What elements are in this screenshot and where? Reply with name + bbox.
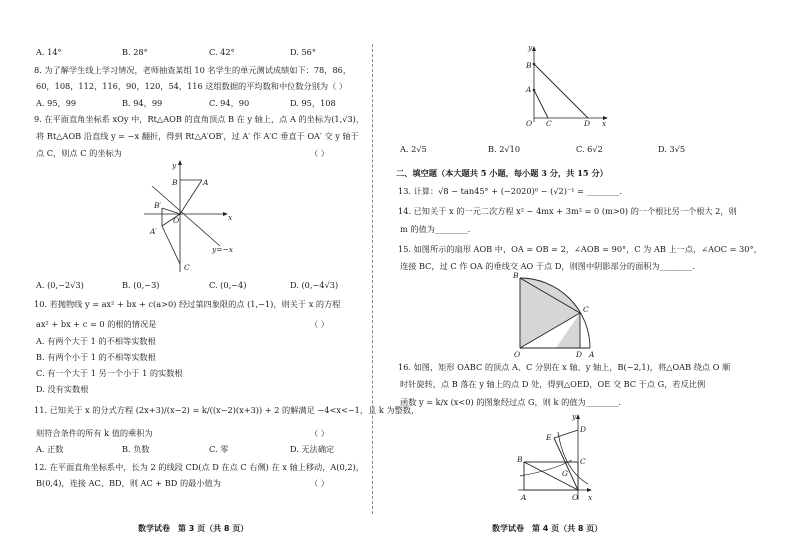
q13: 13. 计算：√8 − tan45° + (−2020)⁰ − (√2)⁻¹ = ________.	[398, 186, 622, 196]
q9-label-b: B	[172, 178, 178, 187]
q16-line-2: 时针旋转，点 B 落在 y 轴上的点 D 处，得到△OED，OE 交 BC 于点 G，若反比例	[400, 379, 706, 389]
q9-label-x: x	[228, 213, 233, 222]
q10-line-2: ax² + bx + c = 0 的根的情况是	[36, 319, 157, 329]
q7-option-b: B. 28°	[122, 47, 148, 57]
q10-line-1: 10. 若抛物线 y = ax² + bx + c(a>0) 经过第四象限的点 (1,−1)，则关于 x 的方程	[34, 299, 341, 309]
q15-label-a: A	[589, 350, 595, 359]
q9-line-1: 9. 在平面直角坐标系 xOy 中，Rt△AOB 的直角顶点 B 在 y 轴上，点 A 的坐标为(1,√3)，	[34, 114, 365, 124]
q9-label-c: C	[184, 263, 190, 272]
q16-label-a: A	[521, 493, 527, 502]
q7-option-c: C. 42°	[209, 47, 235, 57]
q8-line-2: 60，108，112，116，90，120，54，116 这组数据的平均数和中位数分别为（ ）	[36, 81, 348, 91]
q12-option-b: B. 2√10	[488, 144, 521, 154]
q12-option-d: D. 3√5	[658, 144, 686, 154]
q11-line-2: 则符合条件的所有 k 值的乘积为	[36, 428, 153, 438]
right-footer: 数学试卷 第 4 页（共 8 页）	[492, 524, 603, 533]
q15-label-o: O	[514, 350, 521, 359]
q9-line-2: 将 Rt△AOB 沿直线 y = −x 翻折，得到 Rt△A′OB′，过 A′ 作 A′C 垂直于 OA′ 交 y 轴于	[36, 131, 359, 141]
section-2-heading: 二、填空题（本大题共 5 小题，每小题 3 分，共 15 分）	[396, 168, 608, 178]
q11-option-a: A. 正数	[36, 444, 64, 454]
q14-line-2: m 的值为________.	[400, 224, 471, 234]
q12-label-x: x	[602, 119, 607, 126]
q12-label-c: C	[546, 119, 552, 126]
q12-label-b: B	[526, 61, 532, 70]
q15-line-1: 15. 如图所示的扇形 AOB 中，OA = OB = 2，∠AOB = 90°，C 为 AB 上一点，∠AOC = 30°，	[398, 244, 762, 254]
q12-option-a: A. 2√5	[400, 144, 427, 154]
q16-label-x: x	[588, 493, 593, 502]
q7-option-d: D. 56°	[290, 47, 316, 57]
q12-line-1: 12. 在平面直角坐标系中，长为 2 的线段 CD(点 D 在点 C 右侧) 在 x 轴上移动，A(0,2)，	[34, 462, 364, 472]
q9-option-a: A. (0,−2√3)	[36, 280, 84, 290]
q9-label-y: y	[172, 161, 177, 170]
q12-paren: （ ）	[310, 478, 329, 488]
left-footer: 数学试卷 第 3 页（共 8 页）	[138, 524, 249, 533]
q11-option-b: B. 负数	[122, 444, 150, 454]
q12-option-c: C. 6√2	[576, 144, 603, 154]
q11-paren: （ ）	[310, 428, 329, 438]
q15-line-2: 连接 BC，过 C 作 OA 的垂线交 AO 于点 D，则图中阴影部分的面积为________.	[400, 261, 695, 271]
q12-label-a: A	[526, 85, 532, 94]
q9-label-o: O	[173, 216, 180, 225]
q11-option-c: C. 零	[209, 444, 229, 454]
q16-label-b: B	[517, 455, 523, 464]
q12-label-d: D	[584, 119, 591, 126]
q16-label-e: E	[546, 433, 552, 442]
q10-paren: （ ）	[310, 319, 329, 329]
q15-label-c: C	[583, 305, 589, 314]
q9-label-a: A	[203, 178, 209, 187]
q11-line-1: 11. 已知关于 x 的分式方程 (2x+3)/(x−2) = k/((x−2)(x+3)) + 2 的解满足 −4<x<−1，且 k 为整数，	[34, 405, 420, 415]
q9-option-b: B. (0,−3)	[122, 280, 160, 290]
q12-label-o: O	[526, 119, 533, 126]
q15-label-d: D	[576, 350, 583, 359]
q16-label-d: D	[580, 425, 587, 434]
q9-option-d: D. (0,−4√3)	[290, 280, 339, 290]
q16-figure	[514, 410, 594, 502]
q14-line-1: 14. 已知关于 x 的一元二次方程 x² − 4mx + 3m² = 0 (m>0) 的一个根比另一个根大 2，则	[398, 206, 737, 216]
q16-label-y: y	[572, 412, 577, 421]
q10-option-c: C. 有一个大于 1 另一个小于 1 的实数根	[36, 368, 183, 378]
q9-label-ap: A′	[150, 227, 158, 236]
q8-option-c: C. 94，90	[209, 98, 250, 108]
q16-label-g: G	[562, 469, 568, 478]
q7-option-a: A. 14°	[36, 47, 62, 57]
q10-option-d: D. 没有实数根	[36, 384, 89, 394]
q12-figure	[508, 42, 612, 126]
q9-line-3: 点 C，则点 C 的坐标为	[36, 148, 122, 158]
q9-figure	[140, 158, 260, 280]
q15-label-b: B	[513, 271, 519, 280]
q8-option-d: D. 95，108	[290, 98, 336, 108]
q9-label-line: y=−x	[212, 245, 234, 254]
q12-line-2: B(0,4)，连接 AC、BD，则 AC + BD 的最小值为	[36, 478, 221, 488]
q11-option-d: D. 无法确定	[290, 444, 335, 454]
q16-label-o: O	[572, 493, 579, 502]
page-divider	[372, 44, 373, 514]
q12-label-y: y	[528, 43, 533, 52]
q10-option-a: A. 有两个大于 1 的不相等实数根	[36, 336, 156, 346]
q9-paren: （ ）	[310, 148, 329, 158]
q9-option-c: C. (0,−4)	[209, 280, 247, 290]
q16-line-1: 16. 如图，矩形 OABC 的顶点 A、C 分别在 x 轴、y 轴上，B(−2,1)，将△OAB 绕点 O 顺	[398, 362, 731, 372]
q8-option-a: A. 95，99	[36, 98, 77, 108]
q8-option-b: B. 94，99	[122, 98, 163, 108]
q16-label-c: C	[580, 457, 586, 466]
q15-figure	[510, 268, 606, 360]
q8-line-1: 8. 为了解学生线上学习情况，老师抽查某组 10 名学生的单元测试成绩如下：78，86，	[34, 65, 352, 75]
q9-label-bp: B′	[154, 201, 162, 210]
right-page	[378, 0, 794, 560]
q16-line-3: 函数 y = k/x (x<0) 的图象经过点 G，则 k 的值为________.	[400, 397, 622, 407]
q10-option-b: B. 有两个小于 1 的不相等实数根	[36, 352, 156, 362]
